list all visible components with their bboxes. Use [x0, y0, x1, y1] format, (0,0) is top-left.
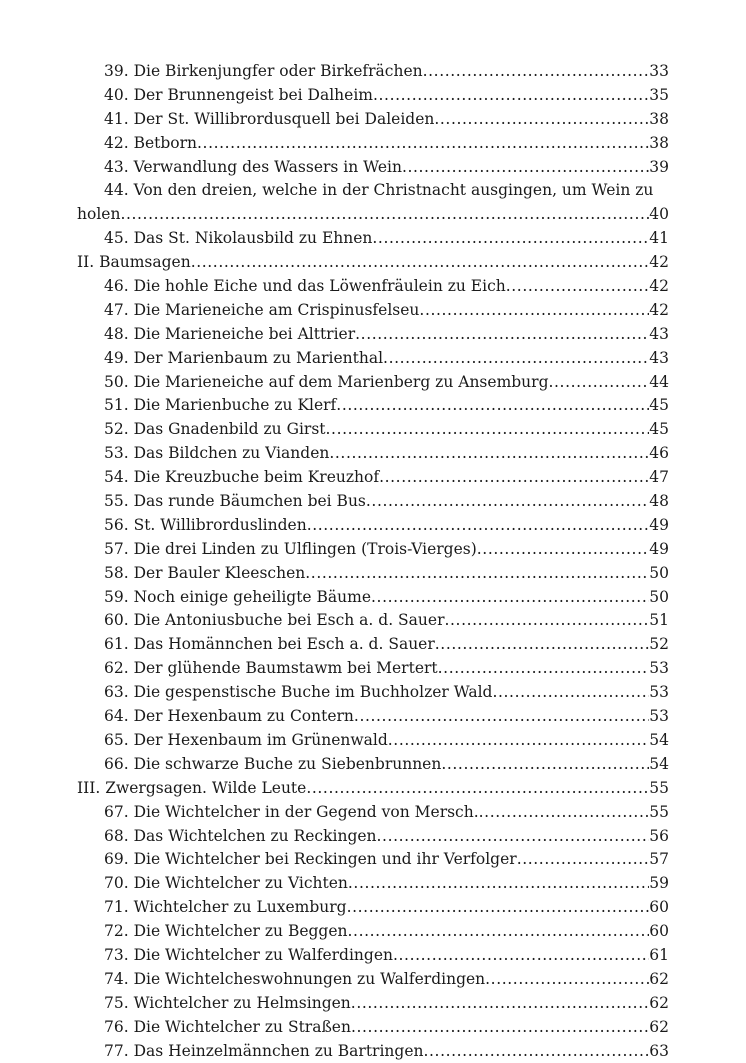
- toc-entry[interactable]: [77, 992, 669, 1016]
- toc-entry[interactable]: [77, 514, 669, 538]
- toc-section-heading[interactable]: [77, 777, 669, 801]
- toc-page-number: 55: [649, 778, 669, 797]
- toc-page-number: 46: [649, 444, 669, 463]
- toc-entry-title: 74. Die Wichtelcheswohnungen zu Walferdingen: [104, 969, 486, 988]
- toc-entry-title: 75. Wichtelcher zu Helmsingen: [104, 993, 351, 1012]
- dot-leader: [441, 753, 649, 777]
- toc-entry-title: 59. Noch einige geheiligte Bäume: [104, 587, 372, 606]
- toc-page-number: 54: [649, 754, 669, 773]
- toc-entry[interactable]: [77, 609, 669, 633]
- dot-leader: [372, 227, 649, 251]
- dot-leader: [366, 490, 649, 514]
- toc-entry[interactable]: [77, 347, 669, 371]
- toc-entry-title: 73. Die Wichtelcher zu Walferdingen: [104, 945, 393, 964]
- dot-leader: [477, 538, 649, 562]
- toc-page-number: 53: [649, 659, 669, 678]
- toc-page-number: 43: [649, 348, 669, 367]
- toc-page-number: 35: [649, 85, 669, 104]
- dot-leader: [492, 681, 649, 705]
- toc-entry[interactable]: [77, 132, 669, 156]
- toc-page-number: 53: [649, 707, 669, 726]
- dot-leader: [517, 848, 650, 872]
- toc-page-number: 42: [649, 277, 669, 296]
- toc-entry-title: 39. Die Birkenjungfer oder Birkefrächen: [104, 62, 423, 80]
- toc-page-number: 62: [649, 993, 669, 1012]
- toc-entry-title: 71. Wichtelcher zu Luxemburg: [104, 898, 347, 917]
- toc-entry-title: 50. Die Marieneiche auf dem Marienberg zu Ansemburg: [104, 372, 549, 391]
- toc-page-number: 39: [649, 157, 669, 176]
- dot-leader: [379, 466, 649, 490]
- toc-entry-title: 40. Der Brunnengeist bei Dalheim: [104, 85, 373, 104]
- toc-entry-title: 56. St. Willibrorduslinden: [104, 515, 307, 534]
- toc-entry-title: 55. Das runde Bäumchen bei Bus: [104, 492, 366, 511]
- toc-entry-title: 51. Die Marienbuche zu Klerf: [104, 396, 337, 415]
- dot-leader: [351, 1016, 649, 1040]
- toc-page-number: 45: [649, 420, 669, 439]
- toc-entry-title: 49. Der Marienbaum zu Marienthal: [104, 348, 384, 367]
- toc-section-heading[interactable]: [77, 251, 669, 275]
- toc-page-number: 55: [649, 802, 669, 821]
- dot-leader: [479, 801, 650, 825]
- toc-entry[interactable]: [77, 681, 669, 705]
- toc-entry-title: 42. Betborn: [104, 133, 198, 152]
- toc-entry-title: 53. Das Bildchen zu Vianden: [104, 444, 330, 463]
- toc-page-number: 42: [649, 300, 669, 319]
- toc-entry[interactable]: [77, 227, 669, 251]
- toc-entry-title: 72. Die Wichtelcher zu Beggen: [104, 922, 348, 941]
- dot-leader: [419, 299, 649, 323]
- toc-page-number: 52: [649, 635, 669, 654]
- toc-page-number: 49: [649, 515, 669, 534]
- toc-page-number: 62: [649, 1017, 669, 1036]
- dot-leader: [485, 968, 649, 992]
- toc-entry[interactable]: [77, 872, 669, 896]
- toc-entry[interactable]: [77, 323, 669, 347]
- dot-leader: [329, 442, 649, 466]
- toc-entry-title: 65. Der Hexenbaum im Grünenwald: [104, 730, 388, 749]
- toc-entry-title: 62. Der glühende Baumstawm bei Mertert: [104, 659, 438, 678]
- toc-page-number: 59: [649, 874, 669, 893]
- toc-page-number: 54: [649, 730, 669, 749]
- toc-entry[interactable]: [77, 490, 669, 514]
- dot-leader: [191, 251, 650, 275]
- toc-page-number: 60: [649, 922, 669, 941]
- toc-entry-title: 48. Die Marieneiche bei Alttrier: [104, 324, 356, 343]
- toc-entry[interactable]: [77, 203, 669, 227]
- toc-entry-title: 67. Die Wichtelcher in der Gegend von Mersch.: [104, 802, 479, 821]
- toc-page-number: 38: [649, 109, 669, 128]
- toc-page-number: 49: [649, 539, 669, 558]
- toc-entry-title: 68. Das Wichtelchen zu Reckingen: [104, 826, 377, 845]
- toc-entry-title: 57. Die drei Linden zu Ulflingen (Trois-Vierges): [104, 539, 477, 558]
- dot-leader: [373, 84, 649, 108]
- dot-leader: [423, 60, 650, 84]
- toc-entry[interactable]: [77, 442, 669, 466]
- toc-entry[interactable]: [77, 825, 669, 849]
- toc-page-number: 38: [649, 133, 669, 152]
- toc-entry[interactable]: [77, 633, 669, 657]
- toc-page-number: 48: [649, 492, 669, 511]
- toc-entry-title: 58. Der Bauler Kleeschen: [104, 563, 306, 582]
- toc-page-number: 43: [649, 324, 669, 343]
- toc-entry[interactable]: [77, 84, 669, 108]
- toc-entry-title: 63. Die gespenstische Buche im Buchholzer Wald: [104, 683, 493, 702]
- toc-entry-title: 76. Die Wichtelcher zu Straßen: [104, 1017, 351, 1036]
- toc-entry-title: III. Zwergsagen. Wilde Leute: [77, 778, 307, 797]
- dot-leader: [549, 371, 650, 395]
- toc-page-number: 53: [649, 683, 669, 702]
- toc-entry-title: 60. Die Antoniusbuche bei Esch a. d. Sauer: [104, 611, 445, 630]
- toc-entry-title: 69. Die Wichtelcher bei Reckingen und ihr Verfolger: [104, 850, 517, 869]
- toc-page-number: 60: [649, 898, 669, 917]
- toc-entry[interactable]: [77, 848, 669, 872]
- dot-leader: [355, 323, 649, 347]
- toc-entry[interactable]: [77, 156, 669, 180]
- dot-leader: [388, 729, 650, 753]
- toc-page-number: 51: [649, 611, 669, 630]
- toc-entry[interactable]: [77, 896, 669, 920]
- dot-leader: [438, 657, 650, 681]
- toc-entry[interactable]: [77, 1040, 669, 1063]
- toc-entry-title: 41. Der St. Willibrordusquell bei Daleiden: [104, 109, 435, 128]
- toc-entry[interactable]: [77, 60, 669, 84]
- toc-page-number: 33: [649, 62, 669, 80]
- dot-leader: [307, 514, 650, 538]
- toc-entry[interactable]: [77, 299, 669, 323]
- dot-leader: [348, 872, 649, 896]
- toc-entry[interactable]: [77, 108, 669, 132]
- toc-entry[interactable]: [77, 466, 669, 490]
- toc-entry-title: 46. Die hohle Eiche und das Löwenfräulein zu Eich: [104, 277, 506, 296]
- dot-leader: [435, 633, 650, 657]
- toc-page-number: 56: [649, 826, 669, 845]
- toc-page-number: 61: [649, 945, 669, 964]
- dot-leader: [326, 418, 650, 442]
- dot-leader: [444, 609, 649, 633]
- toc-entry[interactable]: [77, 801, 669, 825]
- toc-entry-title: 54. Die Kreuzbuche beim Kreuzhof: [104, 468, 380, 487]
- dot-leader: [354, 705, 649, 729]
- dot-leader: [305, 562, 649, 586]
- toc-entry-title: 43. Verwandlung des Wassers in Wein: [104, 157, 402, 176]
- toc-entry[interactable]: [77, 418, 669, 442]
- toc-entry-title: 44. Von den dreien, welche in der Christnacht ausgingen, um Wein zu: [104, 181, 654, 200]
- toc-entry-title: 66. Die schwarze Buche zu Siebenbrunnen: [104, 754, 442, 773]
- toc-page-number: 50: [649, 587, 669, 606]
- toc-entry-title: 77. Das Heinzelmännchen zu Bartringen: [104, 1041, 424, 1060]
- dot-leader: [306, 777, 649, 801]
- toc-entry[interactable]: [77, 586, 669, 610]
- toc-entry[interactable]: [77, 753, 669, 777]
- dot-leader: [348, 920, 650, 944]
- toc-page-number: 42: [649, 253, 669, 272]
- toc-page-number: 41: [649, 229, 669, 248]
- dot-leader: [197, 132, 649, 156]
- toc-entry[interactable]: [77, 275, 669, 299]
- toc-entry-title: holen: [77, 205, 121, 224]
- toc-entry[interactable]: [77, 729, 669, 753]
- toc-entry[interactable]: [77, 657, 669, 681]
- toc-entry-title: 52. Das Gnadenbild zu Girst: [104, 420, 326, 439]
- dot-leader: [347, 896, 650, 920]
- toc-entry-title: 47. Die Marieneiche am Crispinusfelseu: [104, 300, 420, 319]
- dot-leader: [383, 347, 649, 371]
- toc-page-number: 62: [649, 969, 669, 988]
- toc-entry[interactable]: [77, 371, 669, 395]
- dot-leader: [351, 992, 649, 1016]
- toc-entry-title: 45. Das St. Nikolausbild zu Ehnen: [104, 229, 373, 248]
- toc-entry[interactable]: [77, 1016, 669, 1040]
- toc-page-number: 57: [649, 850, 669, 869]
- toc-entry-title: 61. Das Homännchen bei Esch a. d. Sauer: [104, 635, 435, 654]
- toc-entry-title: 64. Der Hexenbaum zu Contern: [104, 707, 354, 726]
- toc-page-number: 63: [649, 1041, 669, 1060]
- dot-leader: [377, 825, 650, 849]
- toc-entry[interactable]: [77, 562, 669, 586]
- dot-leader: [423, 1040, 649, 1063]
- toc-entry[interactable]: [77, 394, 669, 418]
- toc-entry[interactable]: [77, 705, 669, 729]
- toc-entry-title: 70. Die Wichtelcher zu Vichten: [104, 874, 348, 893]
- toc-page-number: 47: [649, 468, 669, 487]
- dot-leader: [393, 944, 649, 968]
- toc-entry[interactable]: [77, 968, 669, 992]
- toc-entry[interactable]: [77, 920, 669, 944]
- dot-leader: [506, 275, 650, 299]
- dot-leader: [120, 203, 649, 227]
- dot-leader: [371, 586, 649, 610]
- table-of-contents: [77, 60, 669, 1063]
- dot-leader: [402, 156, 649, 180]
- dot-leader: [434, 108, 649, 132]
- dot-leader: [336, 394, 649, 418]
- toc-entry[interactable]: [77, 179, 669, 203]
- toc-page-number: 44: [649, 372, 669, 391]
- toc-entry[interactable]: [77, 538, 669, 562]
- toc-entry-title: II. Baumsagen: [77, 253, 191, 272]
- toc-page-number: 50: [649, 563, 669, 582]
- toc-page-number: 45: [649, 396, 669, 415]
- toc-entry[interactable]: [77, 944, 669, 968]
- toc-page-number: 40: [649, 205, 669, 224]
